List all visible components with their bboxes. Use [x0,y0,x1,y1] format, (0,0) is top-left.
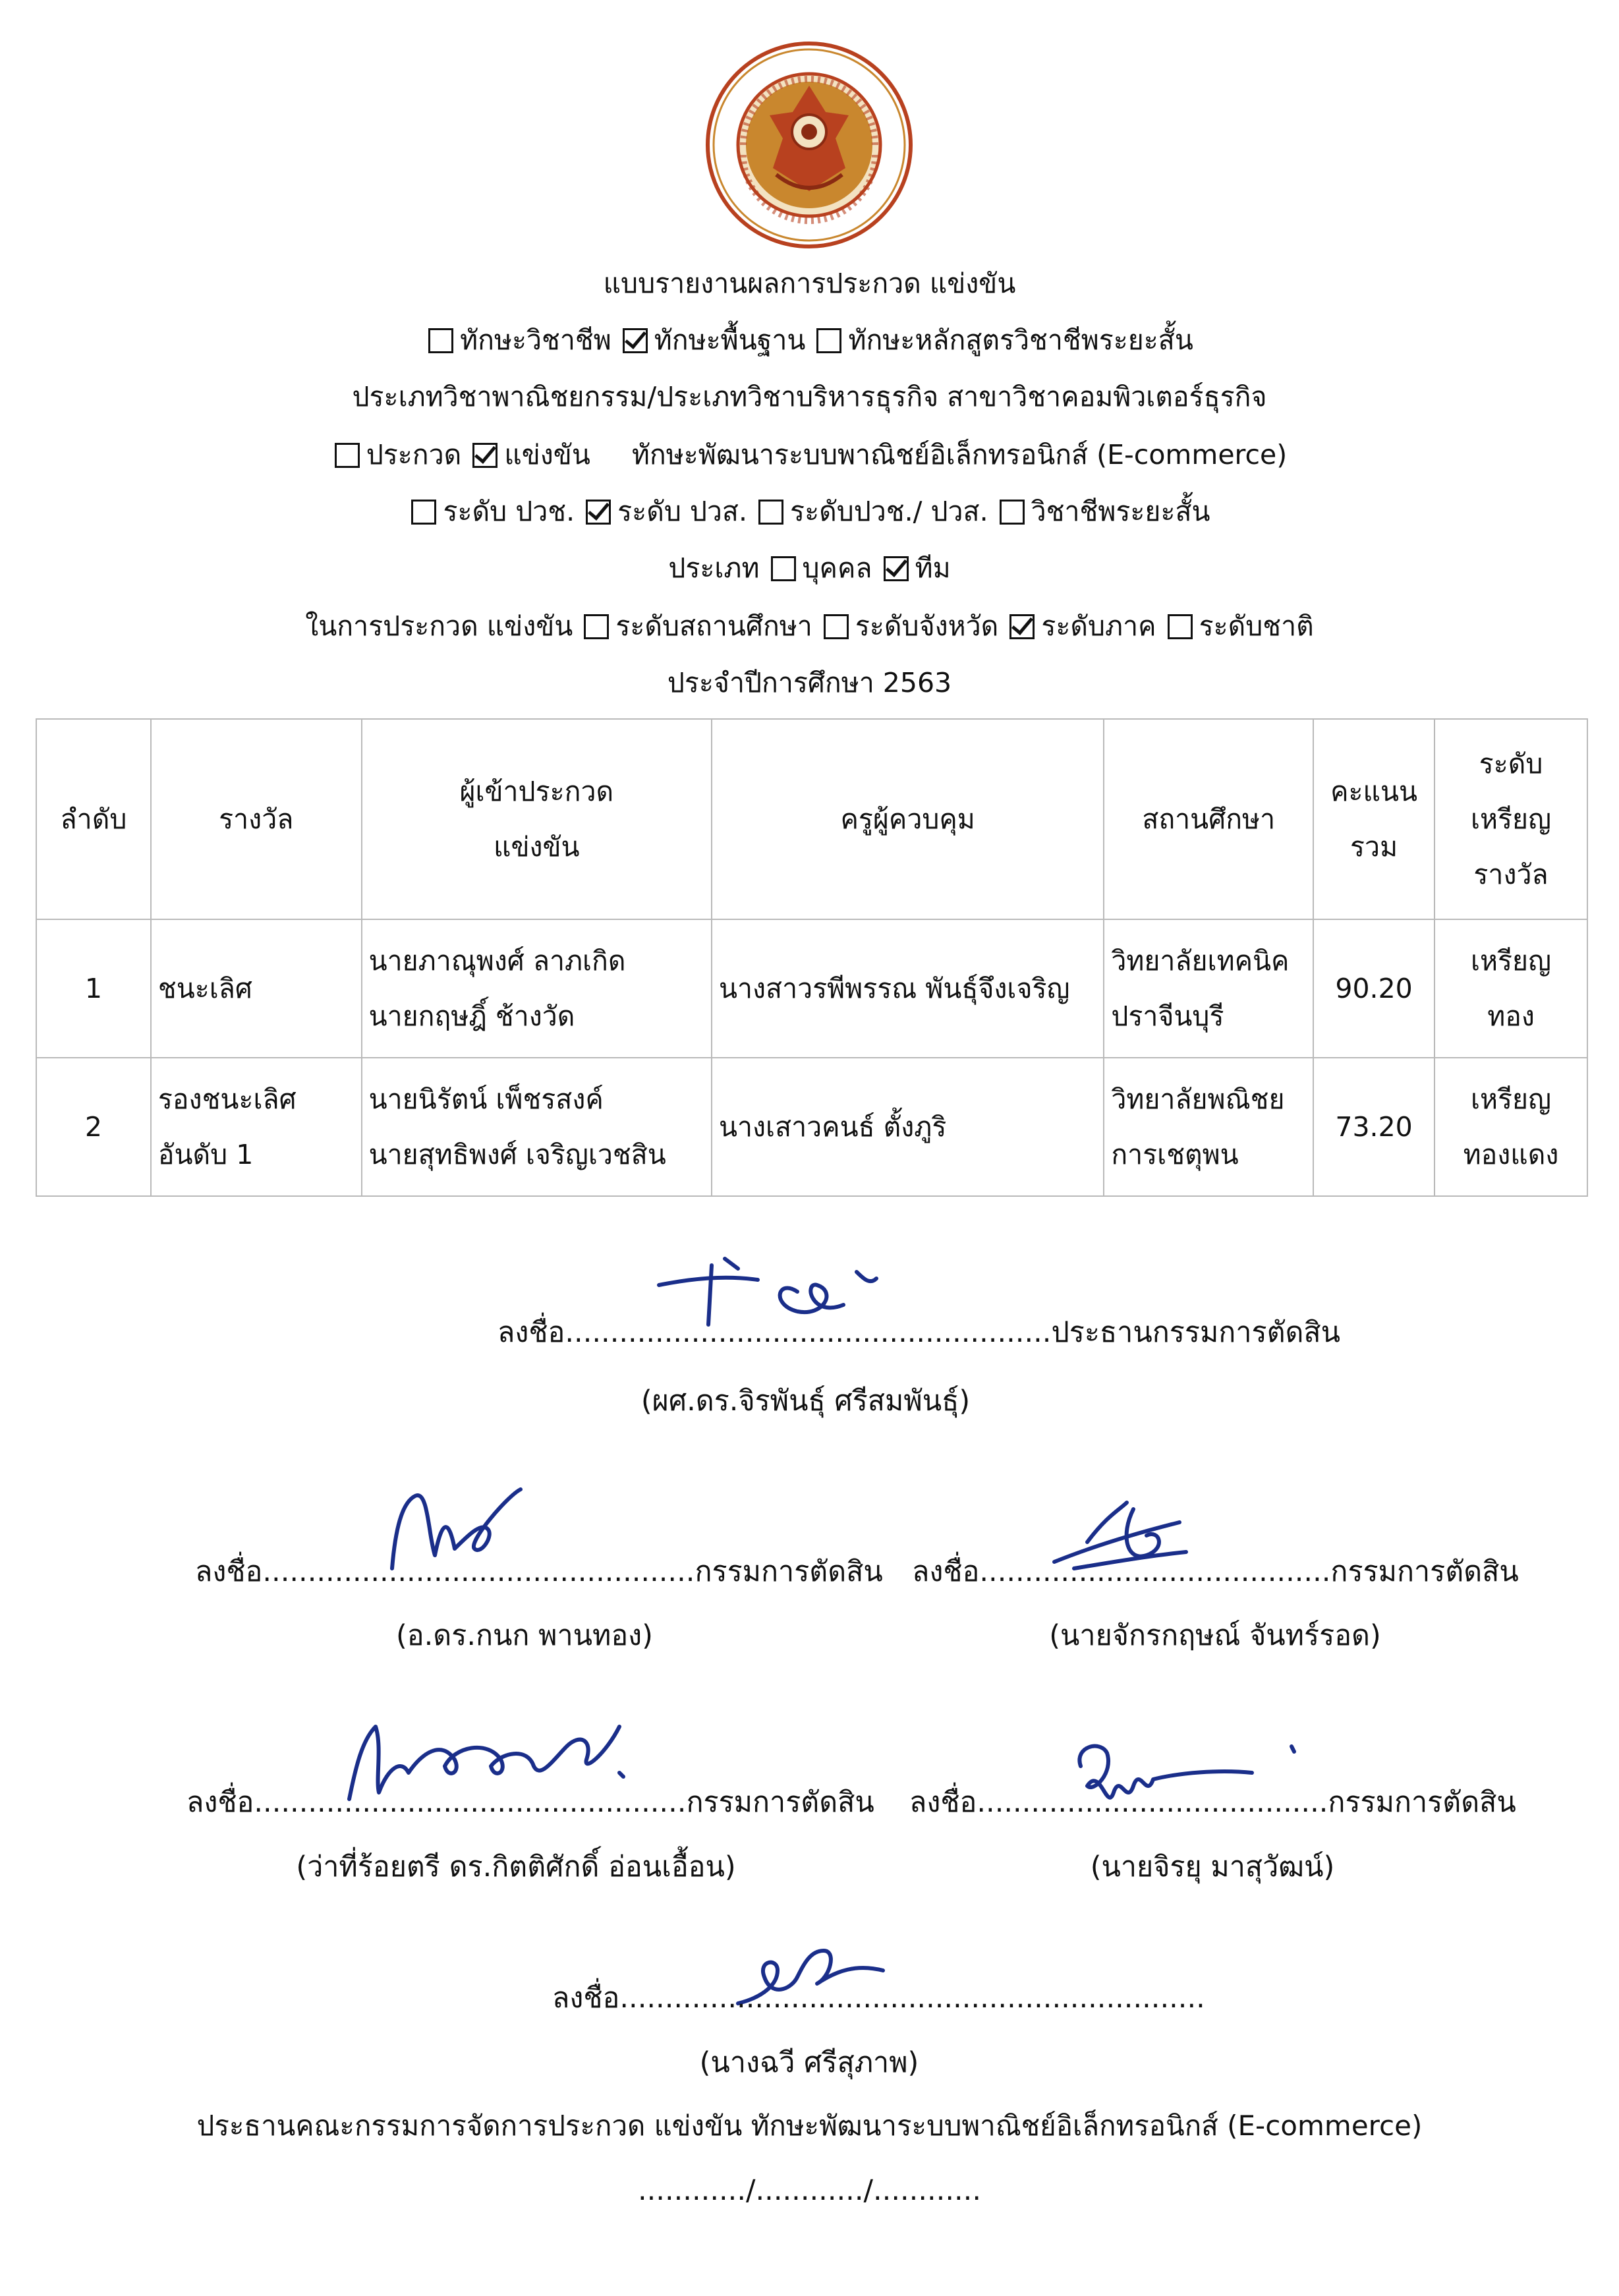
col-header-school: สถานศึกษา [1104,719,1313,919]
cell-school: วิทยาลัยเทคนิค ปราจีนบุรี [1104,919,1313,1058]
col-header-no: ลำดับ [36,719,151,919]
checkbox-level-pvc-pvs[interactable] [758,500,783,525]
cell-no: 1 [36,919,151,1058]
chair-name: (ผศ.ดร.จิรพันธุ์ ศรีสมพันธุ์) [640,1385,971,1418]
region-level-label: ระดับภาค [1041,610,1156,642]
level-label-pvc-pvs: ระดับปวช./ ปวส. [790,496,988,527]
category-line: ประเภทวิชาพาณิชยกรรม/ประเภทวิชาบริหารธุรกิจ สาขาวิชาคอมพิวเตอร์ธุรกิจ [352,381,1267,413]
checkbox-level-short-course[interactable] [1000,500,1025,525]
checkbox-level-pvc[interactable] [411,500,436,525]
col-header-score: คะแนน รวม [1313,719,1434,919]
checkbox-short-course-skill[interactable] [816,328,841,353]
col-header-competitor: ผู้เข้าประกวด แข่งขัน [362,719,712,919]
chair-signature-line: ลงชื่อ......................................................ประธานกรรมการตัดสิน [497,1316,1341,1349]
report-date: ............/............/............ [637,2174,982,2207]
table-row [36,919,1587,1058]
skill-label-basic: ทักษะพื้นฐาน [654,324,806,356]
checkbox-vocational-skill[interactable] [428,328,453,353]
cell-score: 73.20 [1313,1058,1434,1196]
table-header-row [36,719,1587,919]
level-label-pvs: ระดับ ปวส. [617,496,747,527]
cell-teacher: นางสาวรพีพรรณ พันธุ์จึงเจริญ [712,919,1104,1058]
cell-score: 90.20 [1313,919,1434,1058]
checkbox-national-level[interactable] [1168,614,1193,639]
skill-label-short-course: ทักษะหลักสูตรวิชาชีพระยะสั้น [848,324,1193,356]
checkbox-team[interactable] [884,556,909,581]
school-level-label: ระดับสถานศึกษา [615,610,812,642]
col-header-teacher: ครูผู้ควบคุม [712,719,1104,919]
checkbox-level-pvs[interactable] [586,500,611,525]
checkbox-region-level[interactable] [1009,614,1035,639]
director-signature-line: ลงชื่อ................................................................. [552,1982,1205,2015]
type-row [0,548,1619,588]
col-header-medal: ระดับ เหรียญ รางวัล [1434,719,1587,919]
vocational-education-commission-seal [704,40,915,250]
level-label-pvc: ระดับ ปวช. [443,496,575,527]
competition-label: แข่งขัน [504,439,590,471]
academic-year: ประจำปีการศึกษา 2563 [667,667,952,699]
director-title: ประธานคณะกรรมการจัดการประกวด แข่งขัน ทักษะพัฒนาระบบพาณิชย์อิเล็กทรอนิกส์ (E-commerce) [196,2109,1423,2142]
director-name: (นางฉวี ศรีสุภาพ) [699,2046,919,2079]
cell-teacher: นางเสาวคนธ์ ตั้งภูริ [712,1058,1104,1196]
skill-type-row [0,320,1619,360]
type-label: ประเภท [668,552,760,584]
judge-1-signature-line: ลงชื่อ................................................กรรมการตัดสิน [195,1555,883,1588]
contest-name: ทักษะพัฒนาระบบพาณิชย์อิเล็กทรอนิกส์ (E-commerce) [631,439,1288,471]
cell-medal: เหรียญ ทอง [1434,919,1587,1058]
cell-competitors: นายนิรัตน์ เพ็ชรสงค์ นายสุทธิพงศ์ เจริญเวชสิน [362,1058,712,1196]
judge-3-signature-line: ลงชื่อ................................................กรรมการตัดสิน [186,1786,874,1819]
judge-4-name: (นายจิรยุ มาสุวัฒน์) [1090,1851,1335,1883]
col-header-award: รางวัล [151,719,362,919]
checkbox-basic-skill[interactable] [623,328,648,353]
cell-award: รองชนะเลิศ อันดับ 1 [151,1058,362,1196]
checkbox-school-level[interactable] [584,614,609,639]
judge-1-name: (อ.ดร.กนก พานทอง) [396,1619,653,1652]
results-table [36,718,1588,1197]
judge-4-signature-line: ลงชื่อ.......................................กรรมการตัดสิน [909,1786,1516,1819]
cell-no: 2 [36,1058,151,1196]
checkbox-individual[interactable] [771,556,796,581]
checkbox-contest[interactable] [335,443,360,468]
judge-2-signature-line: ลงชื่อ.......................................กรรมการตัดสิน [912,1555,1519,1588]
level-row [0,492,1619,531]
skill-label-vocational: ทักษะวิชาชีพ [460,324,611,356]
competition-level-row [0,606,1619,646]
national-level-label: ระดับชาติ [1199,610,1314,642]
report-title: แบบรายงานผลการประกวด แข่งขัน [603,268,1016,299]
checkbox-competition[interactable] [472,443,497,468]
judge-3-name: (ว่าที่ร้อยตรี ดร.กิตติศักดิ์ อ่อนเอื้อน) [296,1851,736,1883]
cell-medal: เหรียญ ทองแดง [1434,1058,1587,1196]
level-label-short-course: วิชาชีพระยะสั้น [1031,496,1210,527]
cell-award: ชนะเลิศ [151,919,362,1058]
cell-school: วิทยาลัยพณิชย การเชตุพน [1104,1058,1313,1196]
province-level-label: ระดับจังหวัด [855,610,999,642]
checkbox-province-level[interactable] [824,614,849,639]
contest-label: ประกวด [366,439,462,471]
competition-prefix: ในการประกวด แข่งขัน [305,610,573,642]
contest-type-row [0,435,1619,474]
cell-competitors: นายภาณุพงศ์ ลาภเกิด นายกฤษฎิ์ ช้างวัด [362,919,712,1058]
judge-2-name: (นายจักรกฤษณ์ จันทร์รอด) [1049,1619,1381,1652]
individual-label: บุคคล [802,552,872,584]
table-row [36,1058,1587,1196]
team-label: ทีม [915,552,951,584]
